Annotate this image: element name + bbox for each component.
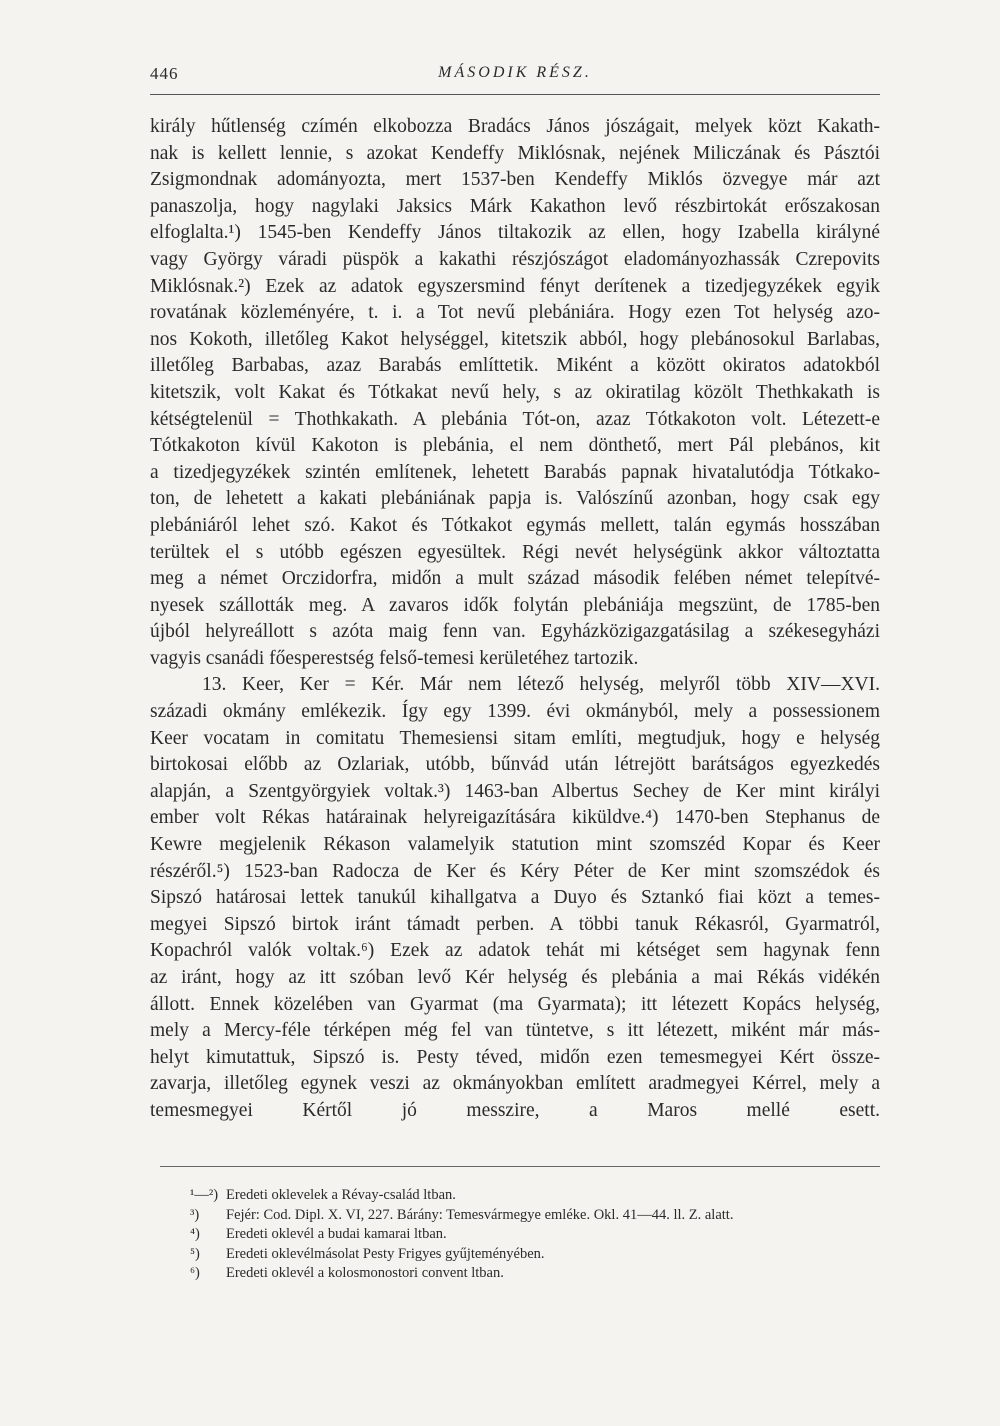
footnote — [190, 1225, 870, 1245]
text-line: király hűtlenség czímén elkobozza Bradács János jószágait, melyek közt Kakath- — [150, 116, 880, 137]
footnote-mark: ³) — [190, 1206, 200, 1223]
page-header — [150, 64, 880, 98]
text-line: birtokosai előbb az Ozlariak, utóbb, bűnvád után létrejött barátságos egyezkedés — [150, 754, 880, 776]
footnotes — [190, 1186, 870, 1284]
text-line: rovatának közleményére, t. i. a Tot nevű plebániára. Hogy ezen Tot helység azo- — [150, 302, 880, 324]
text-line: a tizedjegyzékek szintén említenek, lehetett Barabás papnak hivatalutódja Tótkako- — [150, 461, 880, 483]
text-line: megyei Sipszó birtok iránt támadt perben. A többi tanuk Rékasról, Gyarmatról, — [150, 913, 880, 935]
footnote-mark: ¹—²) — [190, 1187, 219, 1203]
text-line: illetőleg Barbabas, azaz Barabás említtetik. Miként a között okiratos adatokból — [150, 355, 880, 377]
text-line: 13. Keer, Ker = Kér. Már nem létező helység, melyről több XIV—XVI. — [202, 674, 880, 696]
text-line: újból helyreállott s azóta maig fenn van. Egyházközigazgatásilag a székesegyházi — [150, 621, 880, 643]
footnote-rule — [160, 1166, 880, 1167]
footnote-text: Eredeti oklevélmásolat Pesty Frigyes gyűjteményében. — [226, 1245, 545, 1262]
text-line: panaszolja, hogy nagylaki Jaksics Márk Kakathon levő részbirtokát erőszakosan — [150, 195, 880, 217]
footnote — [190, 1186, 870, 1206]
text-line: ton, de lehetett a kakati plebániának papja is. Valószínű azonban, hogy csak egy — [150, 488, 880, 510]
footnote — [190, 1264, 870, 1284]
footnote — [190, 1245, 870, 1265]
text-line: zavarja, illetőleg egynek veszi az okmányokban említett aradmegyei Kérrel, mely a — [150, 1073, 880, 1095]
text-line: mely a Mercy-féle térképen még fel van tüntetve, s itt létezett, miként már más- — [150, 1020, 880, 1042]
text-line: nos Kokoth, illetőleg Kakot helységgel, kitetszik abból, hogy plebánosokul Barlabas, — [150, 328, 880, 350]
text-line: vagyis csanádi főesperestség felső-temesi kerületéhez tartozik. — [150, 647, 639, 669]
text-line: nak is kellett lennie, s azokat Kendeffy Miklósnak, nejének Miliczának és Pásztói — [150, 142, 880, 164]
text-line: terültek el s utóbb egészen egyesültek. Régi nevét helységünk akkor változtatta — [150, 541, 880, 563]
text-line: Zsigmondnak adományozta, mert 1537-ben Kendeffy Miklós özvegye már azt — [150, 169, 880, 191]
footnote — [190, 1206, 870, 1226]
footnote-mark: ⁶) — [190, 1265, 200, 1281]
text-line: alapján, a Szentgyörgyiek voltak.³) 1463-ban Albertus Sechey de Ker mint királyi — [150, 780, 880, 802]
text-line: kétségtelenül = Thothkakath. A plebánia Tót-on, azaz Tótkakoton volt. Létezett-e — [150, 408, 880, 430]
footnote-mark: ⁵) — [190, 1245, 200, 1262]
header-rule — [150, 94, 880, 95]
text-line: meg a német Orczidorfra, midőn a mult század második felében német telepítvé- — [150, 568, 880, 590]
text-line — [150, 1125, 880, 1152]
text-line: Tótkakoton kívül Kakoton is plebánia, el nem dönthető, mert Pál plebános, kit — [150, 435, 880, 457]
text-line: ember volt Rékas határainak helyreigazítására kiküldve.⁴) 1470-ben Stephanus de — [150, 807, 880, 829]
footnote-text: Eredeti oklevelek a Révay-család ltban. — [226, 1187, 456, 1203]
text-line: századi okmány emlékezik. Így egy 1399. évi okmányból, mely a possessionem — [150, 701, 880, 723]
text-line: helyt kimutattuk, Sipszó is. Pesty téved, midőn ezen temesmegyei Kért össze- — [150, 1046, 880, 1068]
footnote-text: Eredeti oklevél a budai kamarai ltban. — [226, 1226, 447, 1242]
text-line: elfoglalta.¹) 1545-ben Kendeffy János tiltakozik az ellen, hogy Izabella királyné — [150, 222, 880, 244]
text-line: temesmegyei Kértől jó messzire, a Maros mellé esett. — [150, 1099, 880, 1121]
footnote-mark: ⁴) — [190, 1226, 200, 1242]
page-number: 446 — [150, 64, 179, 83]
text-line: kitetszik, volt Kakat és Tótkakat nevű hely, s az okiratilag közölt Thethkakath is — [150, 381, 880, 403]
running-head: MÁSODIK RÉSZ. — [438, 64, 592, 81]
text-line: állott. Ennek közelében van Gyarmat (ma Gyarmata); itt létezett Kopács helység, — [150, 993, 880, 1015]
text-line: nyesek szállották meg. A zavaros idők folytán plebániája megszünt, de 1785-ben — [150, 594, 880, 616]
body-text — [150, 114, 880, 1151]
text-line: Miklósnak.²) Ezek az adatok egyszersmind fényt derítenek a tizedjegyzékek egyik — [150, 275, 880, 297]
text-line: plebániáról lehet szó. Kakot és Tótkakot egymás mellett, talán egymás hosszában — [150, 514, 880, 536]
text-line: Sipszó határosai lettek tanukúl kihallgatva a Duyo és Sztankó fiai közt a temes- — [150, 887, 880, 909]
text-line: az iránt, hogy az itt szóban levő Kér helység és plebánia a mai Rékás vidékén — [150, 967, 880, 988]
text-line: részéről.⁵) 1523-ban Radocza de Ker és Kéry Péter de Ker mint szomszédok és — [150, 860, 880, 882]
text-line: Kewre megjelenik Rékason valamelyik statution mint szomszéd Kopar és Keer — [150, 834, 880, 856]
footnote-text: Eredeti oklevél a kolosmonostori convent ltban. — [226, 1265, 504, 1281]
footnote-text: Fejér: Cod. Dipl. X. VI, 227. Bárány: Temesvármegye emléke. Okl. 41—44. ll. Z. alatt. — [226, 1206, 734, 1223]
text-line: Kopachról valók voltak.⁶) Ezek az adatok tehát mi kétséget sem hagynak fenn — [150, 940, 880, 962]
text-line: vagy György váradi püspök a kakathi részjószágot eladományozhassák Czrepovits — [150, 248, 880, 270]
text-line: Keer vocatam in comitatu Themesiensi sitam említi, megtudjuk, hogy e helység — [150, 727, 880, 749]
